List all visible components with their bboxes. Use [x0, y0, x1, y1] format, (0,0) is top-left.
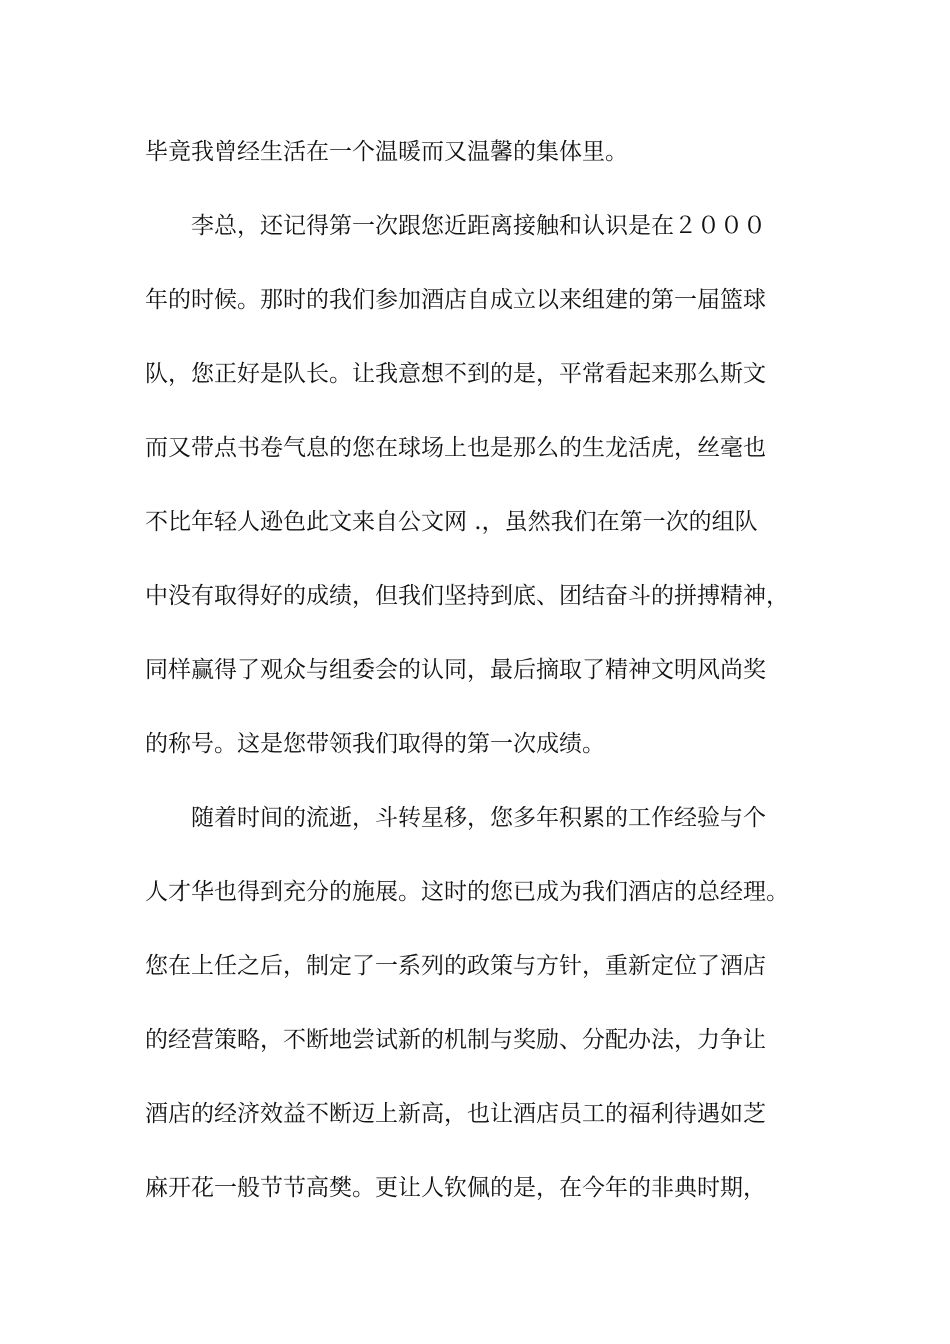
text-line: 队，您正好是队长。让我意想不到的是，平常看起来那么斯文 — [145, 361, 766, 387]
text-line: 人才华也得到充分的施展。这时的您已成为我们酒店的总经理。 — [145, 879, 789, 905]
text-line: 不比年轻人逊色此文来自公文网 .，虽然我们在第一次的组队 — [145, 509, 758, 535]
text-line: 中没有取得好的成绩，但我们坚持到底、团结奋斗的拼搏精神， — [145, 583, 789, 609]
text-line: 年的时候。那时的我们参加酒店自成立以来组建的第一届篮球 — [145, 287, 766, 313]
text-line: 麻开花一般节节高樊。更让人钦佩的是，在今年的非典时期， — [145, 1175, 766, 1201]
text-line: 毕竟我曾经生活在一个温暖而又温馨的集体里。 — [145, 139, 628, 165]
text-line: 的称号。这是您带领我们取得的第一次成绩。 — [145, 731, 605, 757]
text-line: 而又带点书卷气息的您在球场上也是那么的生龙活虎，丝毫也 — [145, 435, 766, 461]
text-line: 的经营策略，不断地尝试新的机制与奖励、分配办法，力争让 — [145, 1027, 766, 1053]
text-line: 酒店的经济效益不断迈上新高，也让酒店员工的福利待遇如芝 — [145, 1101, 766, 1127]
text-line: 同样赢得了观众与组委会的认同，最后摘取了精神文明风尚奖 — [145, 657, 766, 683]
text-line: 李总，还记得第一次跟您近距离接触和认识是在２０００ — [145, 213, 766, 239]
text-line: 随着时间的流逝，斗转星移，您多年积累的工作经验与个 — [145, 805, 766, 831]
text-line: 您在上任之后，制定了一系列的政策与方针，重新定位了酒店 — [145, 953, 766, 979]
